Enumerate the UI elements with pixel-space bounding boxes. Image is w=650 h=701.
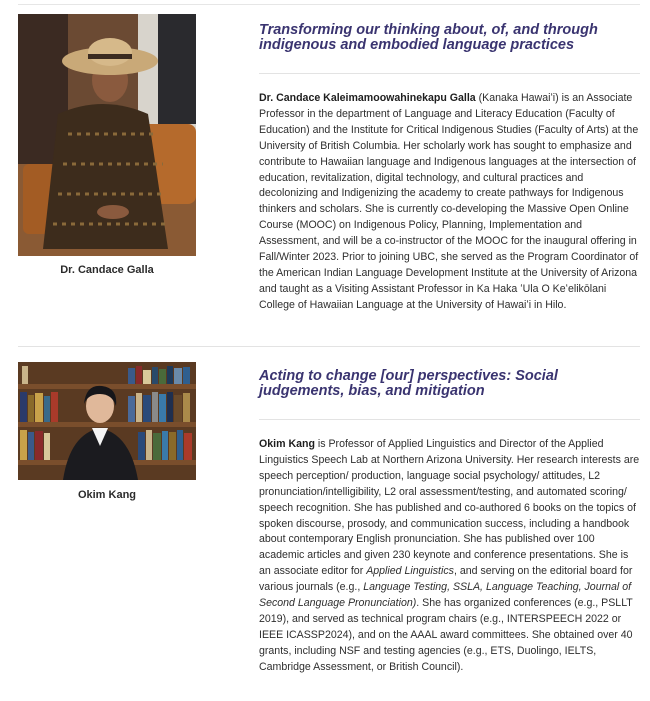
bio-text: is Professor of Applied Linguistics and Director of the Applied Linguistics Speech Lab at Northern Arizona University. Her research interests are speech perception/ production, language social psychology/ attitudes, L2 pronunciation/intelligibility, L2 oral assessment/testing, and automated scoring/ speech recognition. She has published and co-authored 6 books on the topics of spoken discourse, prosody, and communication success, including a handbook about contemporary English pronunciation. She has published over 100 academic articles and given 230 keynote and conference presentations. She is an associate editor for: [259, 438, 640, 578]
bio-text: , and serving on the editorial board for various journals (e.g.,: [259, 565, 633, 594]
bio-text: . She has organized conferences (e.g., PSLLT 2019), and served as technical program chairs (e.g., INTERSPEECH 2022 or IEEE ICASSP2024), and on the AAAL award committees. She obtained over 40 grants, including NSF and testing agencies (e.g., ETS, Duolingo, IELTS, Cambridge Assessment, or British Council).: [259, 597, 633, 673]
photo-illustration: [18, 14, 196, 256]
talk-title: Acting to change [our] perspectives: Social judgements, bias, and mitigation: [259, 368, 558, 399]
talk-title: Transforming our thinking about, of, and through indigenous and embodied language practices: [259, 22, 598, 53]
speaker-bio: [259, 91, 640, 314]
section-divider: [18, 346, 640, 347]
speaker-bio: [259, 437, 640, 676]
journal-list: Language Testing, SSLA, Language Teaching, Journal of Second Language Pronunciation): [259, 581, 632, 610]
top-divider: [18, 4, 640, 5]
heading-divider: [259, 419, 640, 420]
speaker-caption: Dr. Candace Galla: [60, 264, 154, 276]
heading-divider: [259, 73, 640, 74]
photo-illustration: [18, 362, 196, 480]
bio-name: Dr. Candace Kaleimamoowahinekapu Galla: [259, 92, 476, 104]
bio-text: (Kanaka Hawaiʻi) is an Associate Professor in the department of Language and Literacy Education (Faculty of Education) and the Institute for Critical Indigenous Studies (Faculty of Arts) at the University of British Columbia. Her scholarly work has sought to emphasize and contribute to Hawaiian language and Indigenous languages at the intersection of education, revitalization, digital technology, and cultural practices and decolonizing and Indigenizing the academy to create pathways for Indigenous thinkers and scholars. She is currently co-developing the Massive Open Online Course (MOOC) on Indigenous Policy, Planning, Implementation and Assessment, and will be a co-instructor of the MOOC for the inaugural offering in Fall/Winter 2023. Prior to joining UBC, she served as the Program Coordinator of the American Indian Language Development Institute at the University of Arizona and taught as a Visiting Assistant Professor in Ka Haka ʻUla O Keʻelikōlani College of Hawaiian Language at the University of Hawaiʻi in Hilo.: [259, 92, 639, 311]
speaker-photo-galla: [18, 14, 196, 256]
bio-name: Okim Kang: [259, 438, 315, 450]
speaker-text: [259, 23, 640, 314]
journal-title: Applied Linguistics: [366, 565, 454, 578]
speaker-caption: Okim Kang: [77, 489, 137, 501]
speaker-text: [259, 369, 640, 676]
speaker-photo-kang: [18, 362, 196, 480]
